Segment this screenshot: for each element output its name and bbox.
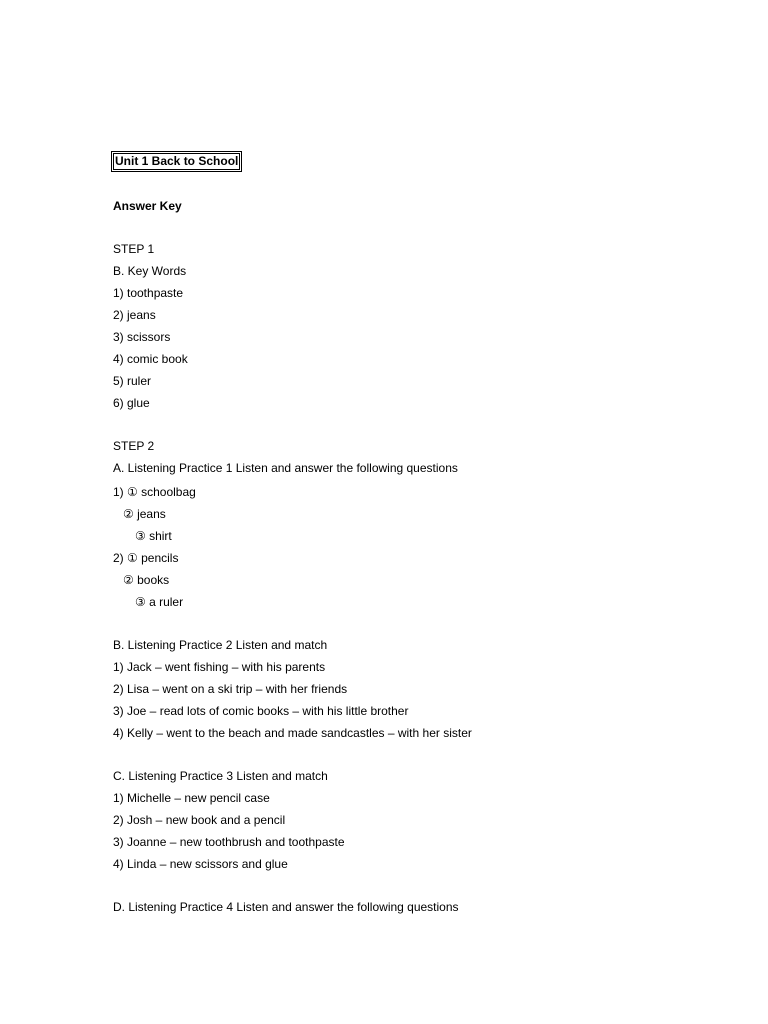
list-item: 1) Michelle – new pencil case bbox=[113, 791, 270, 805]
step2-section-a-title: A. Listening Practice 1 Listen and answer the following questions bbox=[113, 461, 458, 475]
step1-section-b-title: B. Key Words bbox=[113, 264, 187, 278]
list-item: 4) comic book bbox=[113, 352, 188, 366]
list-item: 3) scissors bbox=[113, 330, 171, 344]
title-row bbox=[113, 150, 713, 174]
list-item: 5) ruler bbox=[113, 374, 152, 388]
list-item: ③ a ruler bbox=[135, 595, 184, 609]
list-item: 4) Linda – new scissors and glue bbox=[113, 857, 288, 871]
step2-section-c-title: C. Listening Practice 3 Listen and match bbox=[113, 769, 328, 783]
step2-section-b-title: B. Listening Practice 2 Listen and match bbox=[113, 638, 328, 652]
list-item: 2) Lisa – went on a ski trip – with her friends bbox=[113, 682, 348, 696]
list-item: ③ shirt bbox=[135, 529, 172, 543]
list-item: 2) Josh – new book and a pencil bbox=[113, 813, 286, 827]
list-item: 1) ① schoolbag bbox=[113, 485, 196, 499]
step1-label: STEP 1 bbox=[113, 242, 155, 256]
list-item: 1) Jack – went fishing – with his parents bbox=[113, 660, 326, 674]
list-item: 1) toothpaste bbox=[113, 286, 184, 300]
step2-label: STEP 2 bbox=[113, 439, 155, 453]
list-item: 3) Joanne – new toothbrush and toothpaste bbox=[113, 835, 345, 849]
list-item: ② books bbox=[123, 573, 170, 587]
list-item: 2) ① pencils bbox=[113, 551, 179, 565]
list-item: 2) jeans bbox=[113, 308, 156, 322]
list-item: 4) Kelly – went to the beach and made sandcastles – with her sister bbox=[113, 726, 472, 740]
step2-section-d-title: D. Listening Practice 4 Listen and answer the following questions bbox=[113, 900, 459, 914]
document-page bbox=[113, 150, 713, 918]
document-title: Unit 1 Back to School bbox=[115, 154, 239, 168]
answer-key-heading: Answer Key bbox=[113, 199, 182, 213]
list-item: 3) Joe – read lots of comic books – with his little brother bbox=[113, 704, 409, 718]
list-item: ② jeans bbox=[123, 507, 166, 521]
list-item: 6) glue bbox=[113, 396, 150, 410]
